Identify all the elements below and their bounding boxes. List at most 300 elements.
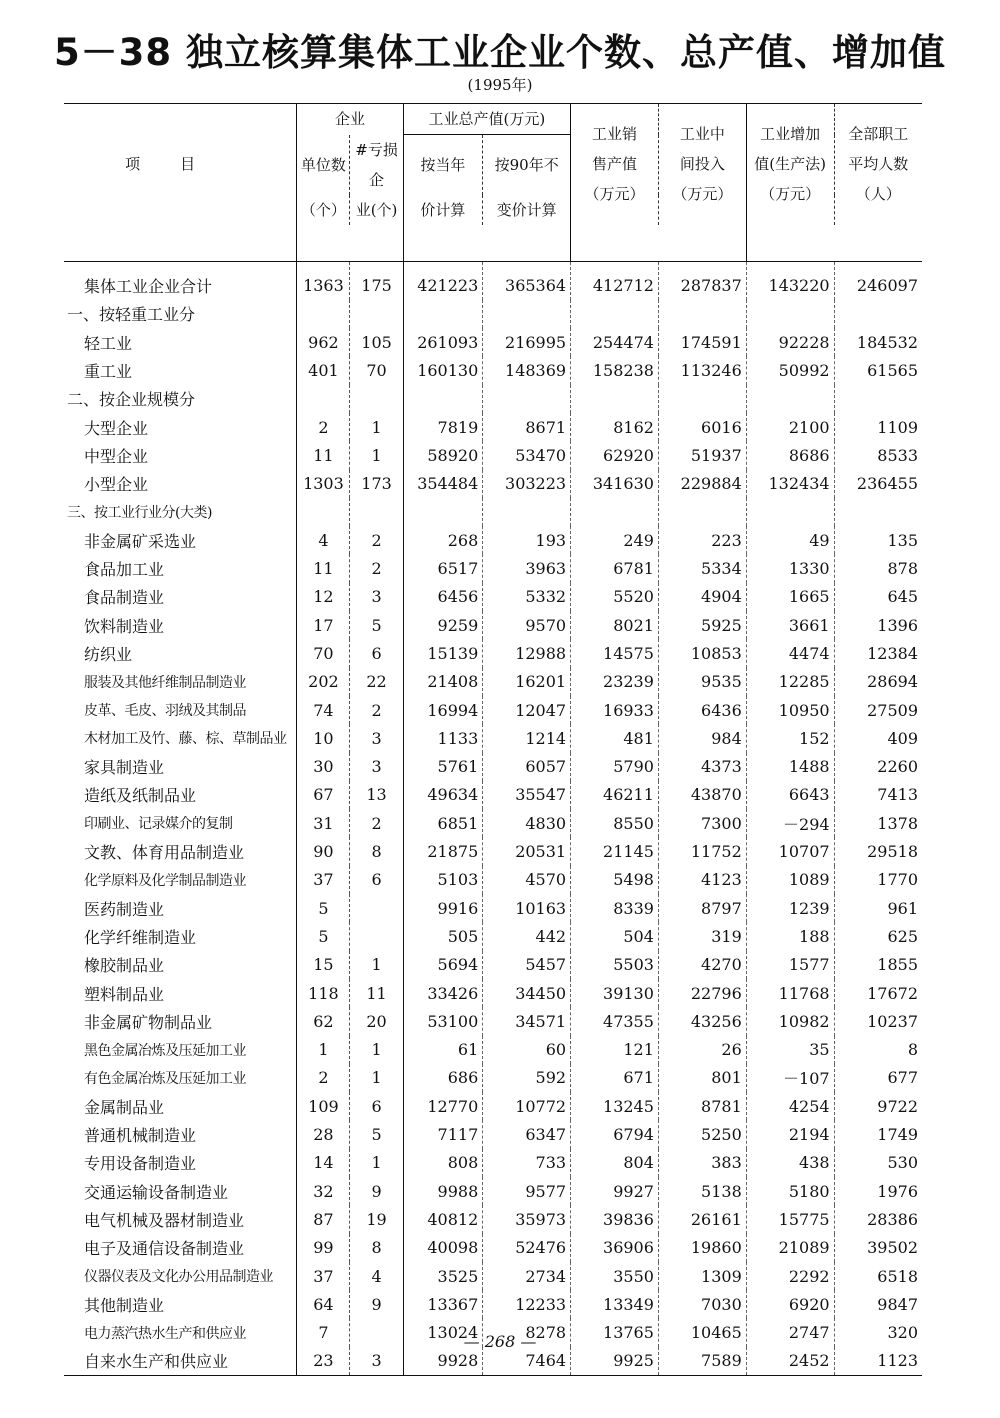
table-row	[64, 781, 922, 809]
table-row	[64, 583, 922, 611]
cell-value: 9927	[571, 1177, 659, 1205]
row-label: 非金属矿物制品业	[64, 1007, 297, 1035]
header-sales-line1: 工业销	[592, 125, 638, 144]
cell-value: 49634	[403, 781, 483, 809]
cell-value: 13367	[403, 1290, 483, 1318]
row-label: 黑色金属冶炼及压延加工业	[64, 1036, 297, 1064]
cell-value: 8162	[571, 413, 659, 441]
cell-value	[834, 300, 922, 328]
cell-value: 43256	[658, 1007, 746, 1035]
cell-value: 2100	[746, 413, 834, 441]
cell-value: 10163	[483, 894, 571, 922]
cell-value: 1770	[877, 870, 918, 890]
row-label: 专用设备制造业	[64, 1149, 297, 1177]
cell-value: 37	[297, 866, 350, 894]
cell-value: 22796	[658, 979, 746, 1007]
cell-value: 1	[350, 1036, 403, 1064]
cell-value: 7117	[403, 1120, 483, 1148]
cell-value: 1109	[877, 417, 918, 437]
cell-value: 421223	[403, 261, 483, 300]
cell-value: 6920	[746, 1290, 834, 1318]
header-item: 项目	[64, 104, 297, 225]
table-row	[64, 328, 922, 356]
cell-value: 99	[297, 1234, 350, 1262]
cell-value	[403, 498, 483, 526]
cell-value: 5761	[403, 753, 483, 781]
table-year: (1995年)	[467, 76, 533, 94]
cell-value: 2292	[746, 1262, 834, 1290]
cell-value: 193	[483, 526, 571, 554]
row-label: 造纸及纸制品业	[64, 781, 297, 809]
cell-value: 61	[403, 1036, 483, 1064]
header-va-line2: 值(生产法)	[754, 155, 827, 174]
cell-value: 592	[483, 1064, 571, 1092]
header-staff	[834, 104, 922, 225]
cell-value: 8671	[483, 413, 571, 441]
cell-value: 19860	[658, 1234, 746, 1262]
cell-value: 7300	[658, 809, 746, 837]
cell-value: 5	[350, 1120, 403, 1148]
cell-value: 2	[350, 554, 403, 582]
header-units-line1: 单位数	[297, 135, 350, 195]
cell-value: 11768	[746, 979, 834, 1007]
cell-value: 1665	[746, 583, 834, 611]
cell-value: 11752	[658, 837, 746, 865]
cell-value: 27509	[867, 700, 918, 720]
cell-value: 32	[297, 1177, 350, 1205]
cell-value: 1239	[746, 894, 834, 922]
cell-value: 13765	[571, 1318, 659, 1346]
cell-value	[658, 300, 746, 328]
cell-value	[658, 498, 746, 526]
cell-value: 1749	[877, 1125, 918, 1145]
table-row	[64, 413, 922, 441]
cell-value: 671	[571, 1064, 659, 1092]
cell-value: 4474	[746, 639, 834, 667]
table-row	[64, 470, 922, 498]
cell-value: 5925	[658, 611, 746, 639]
cell-value: 2194	[746, 1120, 834, 1148]
cell-value: 287837	[658, 261, 746, 300]
cell-value: 11	[297, 554, 350, 582]
cell-value: 1	[350, 951, 403, 979]
cell-value: 13	[350, 781, 403, 809]
cell-value: 40098	[403, 1234, 483, 1262]
cell-value: 268	[403, 526, 483, 554]
cell-value: 236455	[856, 474, 918, 494]
row-label: 食品制造业	[64, 583, 297, 611]
cell-value: 188	[746, 922, 834, 950]
row-label: 皮革、毛皮、羽绒及其制品	[64, 696, 297, 724]
cell-value: 801	[658, 1064, 746, 1092]
header-current-price-line1: 按当年	[403, 135, 483, 195]
cell-value: 1	[350, 1149, 403, 1177]
cell-value: 20	[350, 1007, 403, 1035]
header-sales-line3: （万元）	[584, 185, 645, 204]
row-label: 自来水生产和供应业	[64, 1347, 297, 1376]
header-input-line1: 工业中	[679, 125, 725, 144]
statistics-table	[64, 103, 922, 1376]
cell-value: 5103	[403, 866, 483, 894]
cell-value: 1	[350, 1064, 403, 1092]
table-row	[64, 1149, 922, 1177]
cell-value: 12384	[867, 644, 918, 663]
cell-value: 804	[571, 1149, 659, 1177]
cell-value: 6643	[746, 781, 834, 809]
cell-value: 28694	[867, 672, 918, 692]
cell-value: 2	[297, 413, 350, 441]
row-label: 化学原料及化学制品制造业	[64, 866, 297, 894]
cell-value	[834, 498, 922, 526]
cell-value: 174591	[658, 328, 746, 356]
table-row	[64, 668, 922, 696]
table-row	[64, 611, 922, 639]
cell-value: 4123	[658, 866, 746, 894]
cell-value: 8021	[571, 611, 659, 639]
cell-value: 15	[297, 951, 350, 979]
page-title: 5－38 独立核算集体工业企业个数、总产值、增加值	[53, 31, 947, 74]
cell-value: 4373	[658, 753, 746, 781]
row-label: 非金属矿采选业	[64, 526, 297, 554]
cell-value: 5334	[658, 554, 746, 582]
cell-value: 21408	[403, 668, 483, 696]
cell-value: 6	[350, 639, 403, 667]
page-number: — 268 —	[463, 1332, 537, 1351]
cell-value: 319	[658, 922, 746, 950]
header-input	[658, 104, 746, 225]
row-label: 塑料制品业	[64, 979, 297, 1007]
cell-value: 9988	[403, 1177, 483, 1205]
cell-value: 148369	[483, 356, 571, 384]
header-input-line2: 间投入	[679, 155, 725, 174]
cell-value	[350, 922, 403, 950]
table-row	[64, 837, 922, 865]
cell-value: 40812	[403, 1205, 483, 1233]
cell-value: 2734	[483, 1262, 571, 1290]
row-label: 饮料制造业	[64, 611, 297, 639]
cell-value: 3550	[571, 1262, 659, 1290]
cell-value: 12770	[403, 1092, 483, 1120]
cell-value: 9	[350, 1177, 403, 1205]
cell-value: 808	[403, 1149, 483, 1177]
cell-value: 8	[350, 1234, 403, 1262]
cell-value: 121	[571, 1036, 659, 1064]
cell-value: 4570	[483, 866, 571, 894]
cell-value	[571, 300, 659, 328]
cell-value: 34571	[483, 1007, 571, 1035]
cell-value: 5520	[571, 583, 659, 611]
row-label: 服装及其他纤维制品制造业	[64, 668, 297, 696]
cell-value: 118	[297, 979, 350, 1007]
cell-value: 29518	[867, 842, 918, 862]
cell-value: 14575	[571, 639, 659, 667]
header-sales	[571, 104, 659, 225]
cell-value: 9259	[403, 611, 483, 639]
cell-value: 2	[350, 526, 403, 554]
header-va-line3: （万元）	[760, 185, 821, 204]
cell-value	[297, 498, 350, 526]
cell-value: 1214	[483, 724, 571, 752]
cell-value: 92228	[746, 328, 834, 356]
cell-value: 5503	[571, 951, 659, 979]
table-row	[64, 866, 922, 894]
cell-value: 7413	[877, 785, 918, 805]
cell-value: 2747	[746, 1318, 834, 1346]
cell-value: 3	[350, 583, 403, 611]
cell-value: 383	[658, 1149, 746, 1177]
cell-value: 43870	[658, 781, 746, 809]
cell-value: 21875	[403, 837, 483, 865]
cell-value: 984	[658, 724, 746, 752]
cell-value	[297, 300, 350, 328]
cell-value: 70	[297, 639, 350, 667]
row-label: 家具制造业	[64, 753, 297, 781]
header-input-line3: （万元）	[672, 185, 733, 204]
row-label: 轻工业	[64, 328, 297, 356]
cell-value: 2	[350, 696, 403, 724]
row-label: 中型企业	[64, 441, 297, 469]
cell-value: 6	[350, 1092, 403, 1120]
cell-value: 4	[297, 526, 350, 554]
table-row	[64, 979, 922, 1007]
cell-value: 354484	[403, 470, 483, 498]
cell-value: 50992	[746, 356, 834, 384]
cell-value: 1303	[297, 470, 350, 498]
cell-value: 5498	[571, 866, 659, 894]
cell-value: 11	[350, 979, 403, 1007]
cell-value	[746, 300, 834, 328]
row-label: 仪器仪表及文化办公用品制造业	[64, 1262, 297, 1290]
row-label: 电力蒸汽热水生产和供应业	[64, 1318, 297, 1346]
cell-value: 12047	[483, 696, 571, 724]
table-row	[64, 696, 922, 724]
cell-value: 2260	[877, 757, 918, 777]
cell-value: 160130	[403, 356, 483, 384]
row-label: 电气机械及器材制造业	[64, 1205, 297, 1233]
cell-value: －294	[746, 809, 834, 837]
header-value-added	[746, 104, 834, 225]
cell-value: 61565	[867, 361, 918, 381]
cell-value: 6851	[403, 809, 483, 837]
table-row	[64, 261, 922, 300]
cell-value: 58920	[403, 441, 483, 469]
cell-value: 4270	[658, 951, 746, 979]
cell-value: 13024	[403, 1318, 483, 1346]
cell-value: 53470	[483, 441, 571, 469]
row-label: 交通运输设备制造业	[64, 1177, 297, 1205]
cell-value: 625	[887, 926, 918, 946]
cell-value: 5332	[483, 583, 571, 611]
cell-value: 37	[297, 1262, 350, 1290]
cell-value: 4	[350, 1262, 403, 1290]
header-units-group: 企业	[297, 104, 403, 135]
cell-value: 9570	[483, 611, 571, 639]
cell-value: 1976	[877, 1181, 918, 1201]
table-row	[64, 526, 922, 554]
cell-value	[483, 300, 571, 328]
cell-value: 53100	[403, 1007, 483, 1035]
cell-value: 1488	[746, 753, 834, 781]
cell-value: 1	[350, 441, 403, 469]
cell-value: 39502	[867, 1238, 918, 1258]
cell-value: 9	[350, 1290, 403, 1318]
cell-value	[350, 498, 403, 526]
cell-value: 35973	[483, 1205, 571, 1233]
cell-value: 3	[350, 1347, 403, 1376]
cell-value	[746, 385, 834, 413]
cell-value: 173	[350, 470, 403, 498]
table-row	[64, 1205, 922, 1233]
cell-value: 5457	[483, 951, 571, 979]
cell-value: 223	[658, 526, 746, 554]
cell-value	[571, 498, 659, 526]
cell-value: 5	[297, 922, 350, 950]
cell-value: 5250	[658, 1120, 746, 1148]
cell-value: 36906	[571, 1234, 659, 1262]
table-row	[64, 1177, 922, 1205]
cell-value: 7464	[483, 1347, 571, 1376]
cell-value	[483, 498, 571, 526]
cell-value: 113246	[658, 356, 746, 384]
cell-value: 5180	[746, 1177, 834, 1205]
cell-value: 481	[571, 724, 659, 752]
cell-value: 6456	[403, 583, 483, 611]
cell-value: 109	[297, 1092, 350, 1120]
cell-value: 1133	[403, 724, 483, 752]
cell-value: 21145	[571, 837, 659, 865]
row-label: 化学纤维制造业	[64, 922, 297, 950]
cell-value: 10465	[658, 1318, 746, 1346]
cell-value: 878	[887, 559, 918, 579]
table-row	[64, 922, 922, 950]
cell-value: 6057	[483, 753, 571, 781]
table-row	[64, 1262, 922, 1290]
cell-value: 184532	[856, 332, 918, 352]
cell-value: 62920	[571, 441, 659, 469]
cell-value	[350, 385, 403, 413]
cell-value: 686	[403, 1064, 483, 1092]
cell-value: 105	[350, 328, 403, 356]
cell-value: 202	[297, 668, 350, 696]
cell-value: 152	[746, 724, 834, 752]
header-const-price-line1: 按90年不	[483, 135, 571, 195]
cell-value: 9925	[571, 1347, 659, 1376]
cell-value: 3	[350, 724, 403, 752]
row-label: 木材加工及竹、藤、棕、草制品业	[64, 724, 297, 752]
row-label: 印刷业、记录媒介的复制	[64, 809, 297, 837]
cell-value	[403, 300, 483, 328]
cell-value: 1378	[877, 813, 918, 833]
cell-value: 20531	[483, 837, 571, 865]
cell-value: 1577	[746, 951, 834, 979]
cell-value: 26	[658, 1036, 746, 1064]
cell-value: －107	[746, 1064, 834, 1092]
cell-value: 8781	[658, 1092, 746, 1120]
cell-value: 4904	[658, 583, 746, 611]
row-label: 文教、体育用品制造业	[64, 837, 297, 865]
table-row	[64, 1120, 922, 1148]
header-units-line2: （个）	[297, 195, 350, 225]
cell-value	[834, 385, 922, 413]
cell-value: 9847	[877, 1294, 918, 1314]
cell-value	[483, 385, 571, 413]
cell-value: 175	[350, 261, 403, 300]
cell-value: 5790	[571, 753, 659, 781]
cell-value: 9577	[483, 1177, 571, 1205]
cell-value: 341630	[571, 470, 659, 498]
cell-value: 3661	[746, 611, 834, 639]
row-label: 大型企业	[64, 413, 297, 441]
row-label: 普通机械制造业	[64, 1120, 297, 1148]
cell-value: 33426	[403, 979, 483, 1007]
table-row	[64, 724, 922, 752]
cell-value: 51937	[658, 441, 746, 469]
cell-value: 6436	[658, 696, 746, 724]
cell-value: 28386	[867, 1209, 918, 1229]
cell-value: 677	[887, 1068, 918, 1088]
cell-value: 15775	[746, 1205, 834, 1233]
cell-value	[350, 894, 403, 922]
table-row	[64, 753, 922, 781]
cell-value: 15139	[403, 639, 483, 667]
cell-value: 11	[297, 441, 350, 469]
cell-value: 12233	[483, 1290, 571, 1318]
cell-value: 409	[887, 728, 918, 748]
table-row	[64, 554, 922, 582]
cell-value: 733	[483, 1149, 571, 1177]
cell-value: 16201	[483, 668, 571, 696]
cell-value: 505	[403, 922, 483, 950]
cell-value: 21089	[746, 1234, 834, 1262]
table-row	[64, 639, 922, 667]
table-row	[64, 809, 922, 837]
cell-value: 6016	[658, 413, 746, 441]
cell-value	[746, 498, 834, 526]
cell-value: 8278	[483, 1318, 571, 1346]
cell-value: 35	[746, 1036, 834, 1064]
cell-value: 1089	[746, 866, 834, 894]
cell-value: 67	[297, 781, 350, 809]
cell-value: 16933	[571, 696, 659, 724]
cell-value: 4254	[746, 1092, 834, 1120]
cell-value: 1396	[877, 615, 918, 635]
cell-value: 442	[483, 922, 571, 950]
cell-value: 1309	[658, 1262, 746, 1290]
cell-value: 9722	[877, 1096, 918, 1116]
table-row	[64, 1290, 922, 1318]
header-const-price-line2: 变价计算	[483, 195, 571, 225]
cell-value: 10772	[483, 1092, 571, 1120]
cell-value: 1	[297, 1036, 350, 1064]
cell-value: 365364	[483, 261, 571, 300]
cell-value: 8686	[746, 441, 834, 469]
cell-value: 14	[297, 1149, 350, 1177]
row-label: 小型企业	[64, 470, 297, 498]
cell-value: 6781	[571, 554, 659, 582]
cell-value: 7589	[658, 1347, 746, 1376]
cell-value	[403, 385, 483, 413]
header-va-line1: 工业增加	[760, 125, 821, 144]
header-loss-line1: #亏损企	[350, 135, 403, 195]
cell-value: 530	[887, 1153, 918, 1173]
row-label: 纺织业	[64, 639, 297, 667]
cell-value: 9916	[403, 894, 483, 922]
cell-value: 2	[350, 809, 403, 837]
table-row	[64, 356, 922, 384]
cell-value: 7030	[658, 1290, 746, 1318]
cell-value: 5	[350, 611, 403, 639]
cell-value: 504	[571, 922, 659, 950]
